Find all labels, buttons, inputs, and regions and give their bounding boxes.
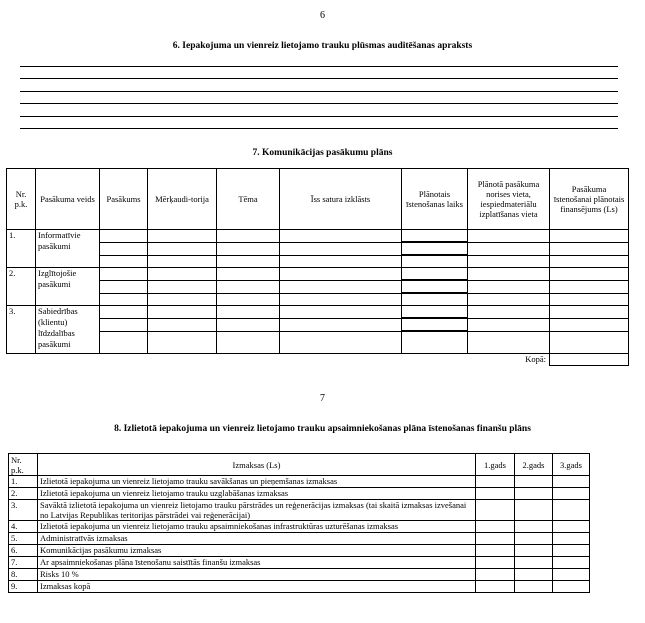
table-row bbox=[7, 318, 629, 331]
group-nr: 1. bbox=[7, 230, 36, 268]
total-label: Kopā: bbox=[525, 353, 546, 364]
row-nr: 6. bbox=[9, 545, 38, 557]
group-label: Izglītojošie pasākumi bbox=[36, 268, 100, 306]
table-row bbox=[9, 488, 590, 500]
group-nr: 3. bbox=[7, 306, 36, 354]
header-pasakums: Pasākums bbox=[100, 169, 148, 230]
header-veids: Pasākuma veids bbox=[36, 169, 100, 230]
header-merkauditorija: Mērķaudi-torija bbox=[148, 169, 217, 230]
row-text: Administratīvās izmaksas bbox=[38, 533, 476, 545]
section-6-title: 6. Iepakojuma un vienreiz lietojamo trauku plūsmas auditēšanas apraksts bbox=[172, 41, 473, 51]
page-number: 7 bbox=[320, 393, 325, 404]
row-nr: 8. bbox=[9, 569, 38, 581]
table-row bbox=[7, 280, 629, 293]
row-text: Izlietotā iepakojuma un vienreiz lietojamo trauku savākšanas un pieņemšanas izmaksas bbox=[38, 476, 476, 488]
table-row bbox=[7, 230, 629, 243]
header-tema: Tēma bbox=[217, 169, 280, 230]
header-year-2: 2.gads bbox=[515, 454, 553, 476]
header-finansejums: Pasākuma īstenošanai plānotais finansējums (Ls) bbox=[550, 169, 629, 230]
table-row bbox=[7, 331, 629, 353]
group-nr: 2. bbox=[7, 268, 36, 306]
header-nr: Nr. p.k. bbox=[7, 169, 36, 230]
group-label: Informatīvie pasākumi bbox=[36, 230, 100, 268]
row-text: Izlietotā iepakojuma un vienreiz lietojamo trauku apsaimniekošanas infrastruktūras uzturēšanas izmaksas bbox=[38, 521, 476, 533]
header-year-3: 3.gads bbox=[553, 454, 590, 476]
table-row bbox=[9, 521, 590, 533]
total-value-cell bbox=[550, 353, 629, 365]
table-row bbox=[7, 268, 629, 281]
writing-line bbox=[20, 91, 618, 92]
header-laiks: Plānotais īstenošanas laiks bbox=[402, 169, 468, 230]
table-row bbox=[9, 581, 590, 593]
section-8-title: 8. Izlietotā iepakojuma un vienreiz lietojamo trauku apsaimniekošanas plāna īstenošanas finanšu plāns bbox=[114, 424, 531, 434]
row-text: Savāktā izlietotā iepakojuma un vienreiz lietojamo trauku pārstrādes un reģenerācijas izmaksas (tai skaitā izmaksas izvešanai no Latvijas Republikas teritorijas pārstrādei vai reģenerācijai) bbox=[38, 500, 476, 521]
writing-line bbox=[20, 103, 618, 104]
header-vieta: Plānotā pasākuma norises vieta, iespiedmateriālu izplatīšanas vieta bbox=[468, 169, 550, 230]
table-row bbox=[7, 306, 629, 319]
row-nr: 7. bbox=[9, 557, 38, 569]
row-nr: 2. bbox=[9, 488, 38, 500]
row-nr: 4. bbox=[9, 521, 38, 533]
table-row bbox=[9, 557, 590, 569]
table-row bbox=[7, 255, 629, 268]
writing-line bbox=[20, 128, 618, 129]
total-row bbox=[7, 353, 629, 365]
table-header-row bbox=[7, 169, 629, 230]
table-header-row bbox=[9, 454, 590, 476]
table-row bbox=[9, 569, 590, 581]
writing-line bbox=[20, 66, 618, 67]
table-row bbox=[9, 533, 590, 545]
table-row bbox=[9, 476, 590, 488]
page-number: 6 bbox=[320, 10, 325, 21]
table-row bbox=[9, 500, 590, 521]
table-row bbox=[7, 242, 629, 255]
header-year-1: 1.gads bbox=[476, 454, 515, 476]
row-text: Izmaksas kopā bbox=[38, 581, 476, 593]
header-nr: Nr. p.k. bbox=[9, 454, 38, 476]
writing-line bbox=[20, 78, 618, 79]
group-label: Sabiedrības (klientu) līdzdalības pasākumi bbox=[36, 306, 100, 354]
row-nr: 5. bbox=[9, 533, 38, 545]
header-saturs: Īss satura izklāsts bbox=[280, 169, 402, 230]
header-izmaksas: Izmaksas (Ls) bbox=[38, 454, 476, 476]
communication-plan-table bbox=[6, 168, 629, 366]
row-nr: 1. bbox=[9, 476, 38, 488]
writing-line bbox=[20, 116, 618, 117]
row-text: Izlietotā iepakojuma un vienreiz lietojamo trauku uzglabāšanas izmaksas bbox=[38, 488, 476, 500]
row-nr: 3. bbox=[9, 500, 38, 521]
row-text: Risks 10 % bbox=[38, 569, 476, 581]
table-row bbox=[7, 293, 629, 306]
row-text: Komunikācijas pasākumu izmaksas bbox=[38, 545, 476, 557]
row-text: Ar apsaimniekošanas plāna īstenošanu saistītās finanšu izmaksas bbox=[38, 557, 476, 569]
table-row bbox=[9, 545, 590, 557]
row-nr: 9. bbox=[9, 581, 38, 593]
section-7-title: 7. Komunikācijas pasākumu plāns bbox=[252, 148, 393, 158]
finance-plan-table bbox=[8, 453, 590, 593]
